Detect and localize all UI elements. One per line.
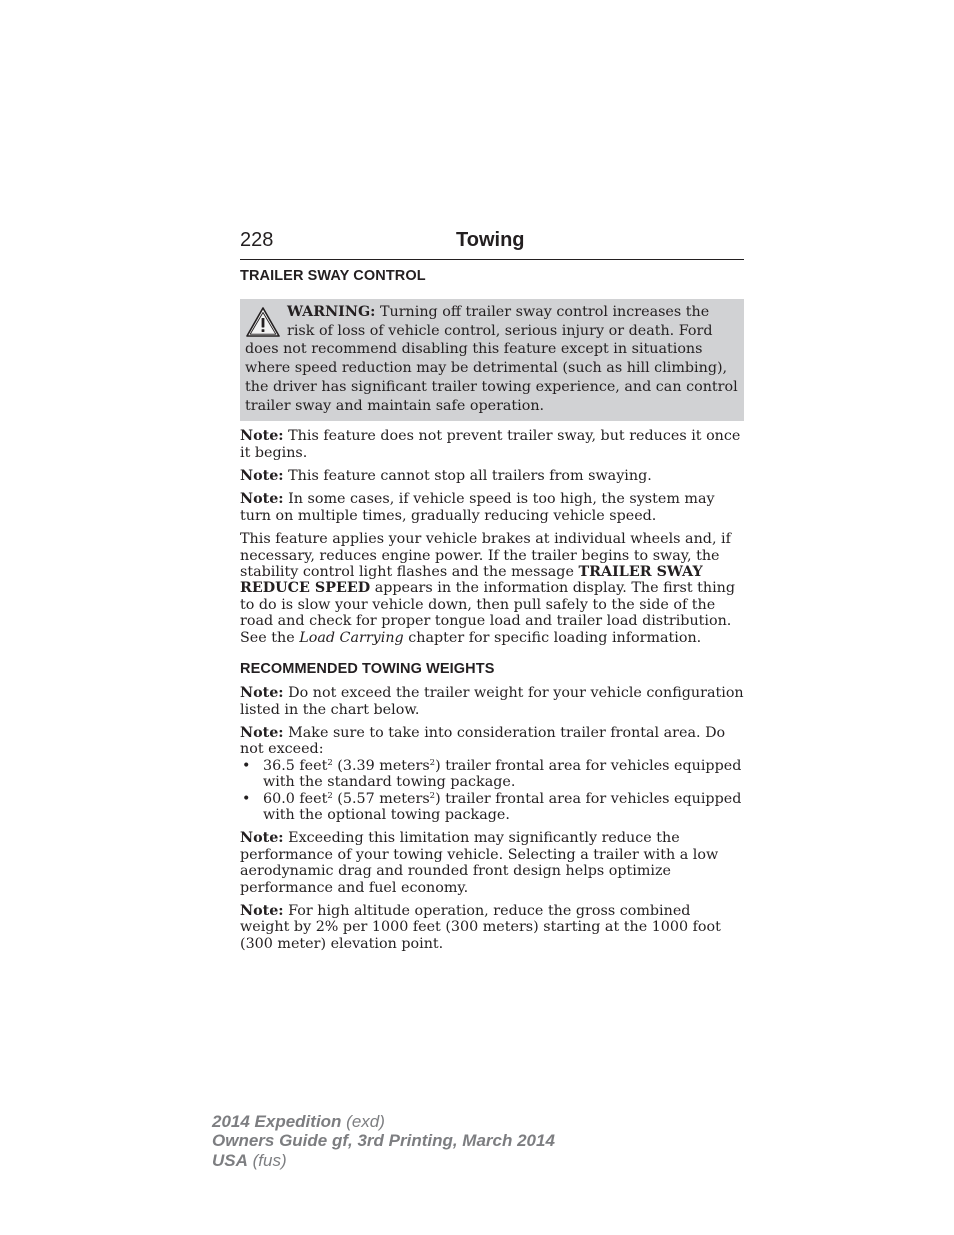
footer-model-code: (exd) [341, 1112, 385, 1131]
note-label: Note: [240, 724, 284, 741]
note-label: Note: [240, 685, 284, 702]
list-item [240, 758, 744, 791]
page-content [240, 268, 744, 959]
footer-line-region [212, 1151, 555, 1170]
warning-box [240, 299, 744, 421]
page-number: 228 [240, 229, 274, 251]
section-heading-recommended-towing-weights: RECOMMENDED TOWING WEIGHTS [240, 661, 495, 678]
bullet: • [242, 757, 251, 774]
note-paragraph [240, 685, 744, 718]
note-text: In some cases, if vehicle speed is too high, the system may turn on multiple times, gradually reducing vehicle speed. [240, 491, 715, 524]
note-text: For high altitude operation, reduce the gross combined weight by 2% per 1000 feet (300 meters) starting at the 1000 foot (300 meter) elevation point. [240, 902, 721, 952]
note-text: This feature cannot stop all trailers from swaying. [283, 468, 652, 485]
footer-region: USA [212, 1150, 248, 1170]
exponent: 2 [429, 757, 436, 768]
page-footer [212, 1112, 555, 1170]
exponent: 2 [429, 790, 436, 801]
warning-label: WARNING: [287, 304, 376, 320]
chapter-reference: Load Carrying [299, 629, 404, 646]
note-label: Note: [240, 468, 284, 485]
section-heading-trailer-sway-control: TRAILER SWAY CONTROL [240, 268, 426, 284]
note-paragraph [240, 468, 744, 484]
area-feet: 60.0 feet [263, 790, 328, 807]
note-text: Make sure to take into consideration trailer frontal area. Do not exceed: [240, 724, 726, 758]
note-text: Do not exceed the trailer weight for your vehicle configuration listed in the chart below. [240, 685, 744, 718]
note-label: Note: [240, 902, 284, 919]
chapter-title: Towing [456, 229, 525, 251]
area-meters: (3.39 meters [332, 757, 430, 774]
frontal-area-list [240, 758, 744, 824]
footer-region-code: (fus) [247, 1150, 287, 1170]
warning-text: Turning off trailer sway control increases the risk of loss of vehicle control, serious injury or death. Ford does not recommend disabling this feature except in situations where speed reduction may be detrimental (such as hill climbing), the driver has significant trailer towing experience, and can control trailer sway and maintain safe operation. [245, 304, 738, 414]
note-paragraph [240, 725, 744, 758]
body-text: This feature applies your vehicle brakes at individual wheels and, if necessary, reduces engine power. If the trailer begins to sway, the stability control light flashes and the message [240, 531, 731, 581]
note-paragraph [240, 428, 744, 461]
page-header [240, 229, 744, 260]
footer-model-name: 2014 Expedition [212, 1112, 342, 1131]
footer-guide-info: Owners Guide gf, 3rd Printing, March 2014 [212, 1131, 555, 1151]
body-text: appears in the information display. The first thing to do is slow your vehicle down, then pull safely to the side of the road and check for proper tongue load and trailer load distribution. See the [240, 580, 736, 646]
note-paragraph [240, 830, 744, 896]
list-item [240, 791, 744, 824]
list-item-text: ) trailer frontal area for vehicles equipped with the standard towing package. [263, 757, 742, 791]
note-label: Note: [240, 491, 284, 508]
note-paragraph [240, 491, 744, 524]
note-paragraph [240, 903, 744, 952]
body-text: chapter for specific loading information. [403, 629, 702, 646]
bullet: • [242, 790, 251, 807]
area-meters: (5.57 meters [332, 790, 430, 807]
note-label: Note: [240, 428, 284, 445]
footer-line-model [212, 1112, 555, 1131]
display-message: TRAILER SWAY REDUCE SPEED [240, 564, 703, 597]
note-label: Note: [240, 830, 284, 847]
list-item-text: ) trailer frontal area for vehicles equipped with the optional towing package. [263, 790, 742, 823]
exponent: 2 [327, 757, 333, 768]
note-text: Exceeding this limitation may significantly reduce the performance of your towing vehicle. Selecting a trailer with a low aerodynamic drag and rounded front design helps optimize performance and fuel economy. [240, 830, 719, 896]
area-feet: 36.5 feet [263, 757, 328, 774]
note-text: This feature does not prevent trailer sway, but reduces it once it begins. [240, 428, 741, 461]
exponent: 2 [327, 790, 333, 801]
warning-triangle-icon [245, 306, 281, 338]
body-paragraph [240, 531, 744, 646]
footer-line-guide [212, 1131, 555, 1150]
